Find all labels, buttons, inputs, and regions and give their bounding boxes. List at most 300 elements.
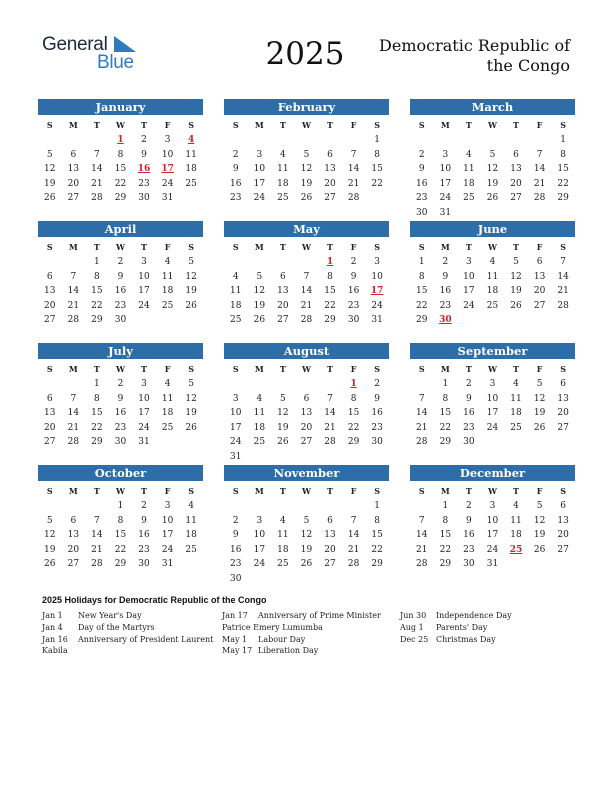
- weekday-header-row: [38, 117, 203, 133]
- week-row: [224, 528, 389, 543]
- day-cell: 3: [256, 515, 263, 526]
- day-cell: [132, 313, 156, 328]
- day-cell: [179, 435, 203, 450]
- weekday-label: T: [513, 120, 519, 130]
- day-cell: [528, 313, 552, 328]
- day-cell: [365, 191, 389, 206]
- day-cell: 18: [161, 286, 174, 297]
- day-cell: 6: [560, 501, 567, 511]
- week-row: [38, 406, 203, 421]
- weekday-label: T: [279, 242, 286, 252]
- week-row: [410, 177, 575, 192]
- day-cell: 10: [463, 271, 475, 282]
- day-cell: 3: [489, 501, 496, 511]
- day-cell: 26: [185, 300, 197, 311]
- day-cell: 26: [253, 315, 266, 326]
- day-cell: 7: [536, 149, 543, 160]
- day-cell: 17: [138, 286, 150, 297]
- day-cell: 16: [230, 178, 242, 189]
- weekday-label: F: [164, 364, 171, 374]
- weekday-label: T: [465, 364, 472, 374]
- week-row: [410, 206, 575, 221]
- weekday-label: M: [254, 120, 264, 130]
- holiday-list-item: [222, 645, 381, 657]
- day-cell: 25: [161, 300, 174, 311]
- day-cell: 6: [327, 149, 333, 160]
- day-cell: 15: [439, 530, 452, 541]
- holiday-name: Anniversary of President Laurent: [78, 634, 214, 644]
- day-cell: 10: [371, 271, 383, 282]
- holiday-date: Jan 17: [222, 611, 248, 620]
- day-cell: 25: [277, 559, 289, 570]
- week-row: [38, 177, 203, 192]
- weekday-label: M: [68, 242, 78, 252]
- day-cell: [224, 377, 248, 392]
- holiday-day-cell: 16: [137, 164, 151, 175]
- day-cell: 20: [324, 178, 336, 189]
- weekday-label: W: [301, 242, 311, 252]
- week-row: [410, 392, 575, 407]
- day-cell: 28: [347, 559, 360, 570]
- day-cell: 24: [161, 544, 174, 555]
- day-cell: 14: [533, 164, 546, 175]
- day-cell: 3: [374, 257, 381, 267]
- day-cell: 9: [466, 393, 472, 404]
- day-cell: [271, 133, 295, 148]
- weekday-label: S: [188, 486, 195, 496]
- weekday-label: T: [327, 242, 333, 252]
- day-cell: 22: [557, 178, 569, 189]
- day-cell: [295, 450, 319, 465]
- weekday-label: S: [418, 364, 425, 374]
- day-cell: 25: [486, 300, 499, 311]
- month-november: [224, 465, 389, 587]
- day-cell: 20: [510, 178, 522, 189]
- day-cell: 23: [416, 193, 428, 204]
- month-august: [224, 343, 389, 465]
- day-cell: 9: [117, 393, 124, 404]
- day-cell: 31: [439, 207, 452, 218]
- weekday-label: T: [141, 242, 147, 252]
- day-cell: 23: [439, 300, 452, 311]
- day-cell: 19: [185, 408, 197, 419]
- day-cell: 3: [442, 149, 449, 160]
- day-cell: 5: [280, 393, 286, 404]
- day-cell: [528, 133, 552, 148]
- day-cell: 17: [138, 408, 150, 419]
- month-february: [224, 99, 389, 206]
- week-row: [224, 284, 389, 299]
- day-cell: 12: [185, 271, 197, 282]
- day-cell: 28: [416, 559, 428, 570]
- day-cell: 7: [350, 149, 357, 160]
- day-cell: 4: [164, 379, 171, 389]
- holiday-list-item: [222, 622, 381, 634]
- day-cell: 14: [416, 530, 428, 541]
- weekday-label: F: [536, 364, 543, 374]
- week-row: [38, 528, 203, 543]
- month-may: [224, 221, 389, 328]
- day-cell: 15: [371, 164, 383, 175]
- day-cell: 27: [300, 437, 313, 448]
- day-cell: 4: [513, 501, 519, 511]
- day-cell: 27: [557, 422, 569, 433]
- day-cell: 29: [114, 193, 127, 204]
- week-row: [224, 177, 389, 192]
- day-cell: 10: [138, 393, 150, 404]
- week-row: [38, 133, 203, 148]
- day-cell: 24: [138, 300, 150, 311]
- day-cell: 11: [486, 271, 499, 282]
- day-cell: 3: [232, 393, 239, 404]
- day-cell: 5: [303, 515, 310, 526]
- weekday-label: S: [188, 242, 195, 252]
- week-row: [410, 421, 575, 436]
- weekday-label: T: [513, 364, 519, 374]
- holiday-list-item: [42, 645, 213, 657]
- day-cell: 9: [418, 164, 425, 175]
- day-cell: [481, 435, 505, 450]
- day-cell: 26: [510, 300, 522, 311]
- weekday-label: M: [68, 120, 78, 130]
- day-cell: 13: [44, 286, 56, 297]
- week-row: [224, 499, 389, 514]
- day-cell: 8: [374, 149, 381, 160]
- week-row: [224, 313, 389, 328]
- holiday-list-item: [42, 622, 213, 634]
- weekday-label: M: [254, 486, 264, 496]
- day-cell: 18: [510, 408, 522, 419]
- weekday-label: W: [487, 120, 497, 130]
- day-cell: 6: [70, 149, 77, 160]
- day-cell: 11: [185, 149, 197, 160]
- day-cell: 8: [418, 271, 425, 282]
- day-cell: [504, 435, 528, 450]
- page-title-year: 2025: [265, 36, 345, 72]
- day-cell: 30: [347, 315, 360, 326]
- day-cell: 17: [486, 408, 499, 419]
- holiday-name: Liberation Day: [258, 646, 319, 656]
- day-cell: [62, 499, 86, 514]
- day-cell: [481, 206, 505, 221]
- weekday-header-row: [38, 239, 203, 255]
- day-cell: 10: [138, 271, 150, 282]
- day-cell: 4: [164, 257, 171, 267]
- day-cell: [38, 499, 62, 514]
- weekday-label: F: [164, 242, 171, 252]
- weekday-label: S: [232, 120, 239, 130]
- day-cell: 16: [114, 286, 127, 297]
- day-cell: 24: [486, 544, 499, 555]
- day-cell: 23: [230, 193, 242, 204]
- day-cell: 25: [230, 315, 242, 326]
- weekday-label: M: [254, 364, 264, 374]
- day-cell: [318, 450, 342, 465]
- weekday-header-row: [224, 483, 389, 499]
- day-cell: 4: [513, 379, 519, 389]
- weekday-label: F: [536, 242, 543, 252]
- day-cell: 23: [230, 559, 242, 570]
- day-cell: [224, 255, 248, 270]
- day-cell: 28: [533, 193, 546, 204]
- holiday-name: Day of the Martyrs: [78, 622, 155, 632]
- week-row: [224, 514, 389, 529]
- day-cell: 2: [141, 501, 147, 511]
- week-row: [410, 284, 575, 299]
- day-cell: 29: [557, 193, 569, 204]
- day-cell: 19: [300, 544, 313, 555]
- month-header: October: [38, 465, 203, 481]
- holiday-list-item: [42, 610, 213, 622]
- week-row: [38, 499, 203, 514]
- day-cell: 13: [324, 530, 336, 541]
- day-cell: 2: [442, 257, 449, 267]
- weekday-header-row: [410, 361, 575, 377]
- day-cell: 21: [557, 286, 569, 297]
- week-row: [38, 162, 203, 177]
- day-cell: 12: [533, 515, 546, 526]
- day-cell: 17: [439, 178, 452, 189]
- day-cell: [295, 377, 319, 392]
- day-cell: 6: [560, 379, 567, 389]
- day-cell: 2: [117, 379, 124, 389]
- day-cell: [528, 435, 552, 450]
- weekday-label: S: [374, 120, 381, 130]
- day-cell: 28: [67, 315, 80, 326]
- day-cell: 9: [442, 271, 449, 282]
- day-cell: [318, 133, 342, 148]
- weekday-label: S: [46, 242, 53, 252]
- day-cell: [481, 313, 505, 328]
- week-row: [410, 557, 575, 572]
- day-cell: 19: [533, 408, 546, 419]
- day-cell: 24: [230, 437, 242, 448]
- day-cell: 22: [324, 300, 336, 311]
- week-row: [410, 148, 575, 163]
- day-cell: 18: [277, 178, 289, 189]
- day-cell: 13: [44, 408, 56, 419]
- weekday-header-row: [224, 117, 389, 133]
- day-cell: [457, 133, 481, 148]
- day-cell: 13: [67, 164, 80, 175]
- day-cell: [295, 255, 319, 270]
- day-cell: 5: [536, 379, 543, 389]
- day-cell: [318, 499, 342, 514]
- weekday-label: T: [279, 364, 286, 374]
- weekday-label: T: [513, 486, 519, 496]
- day-cell: 15: [91, 286, 103, 297]
- day-cell: 31: [371, 315, 383, 326]
- day-cell: 6: [46, 393, 53, 404]
- day-cell: 2: [350, 257, 357, 267]
- day-cell: [62, 255, 86, 270]
- holiday-list-item: [42, 634, 213, 646]
- day-cell: 22: [91, 422, 103, 433]
- day-cell: 14: [91, 530, 103, 541]
- day-cell: [295, 133, 319, 148]
- day-cell: [551, 557, 575, 572]
- day-cell: 4: [256, 393, 263, 404]
- week-row: [224, 435, 389, 450]
- week-row: [224, 270, 389, 285]
- day-cell: 18: [510, 530, 522, 541]
- day-cell: 29: [324, 315, 336, 326]
- day-cell: 5: [46, 515, 53, 526]
- weekday-label: T: [93, 486, 100, 496]
- week-row: [410, 377, 575, 392]
- day-cell: 14: [67, 408, 80, 419]
- holiday-day-cell: 1: [117, 135, 124, 145]
- day-cell: 20: [557, 530, 569, 541]
- weekday-label: T: [279, 486, 286, 496]
- day-cell: 10: [486, 515, 499, 526]
- holiday-day-cell: 4: [188, 135, 195, 145]
- month-october: [38, 465, 203, 572]
- day-cell: 6: [327, 515, 333, 526]
- brand-logo: [42, 34, 142, 74]
- day-cell: [85, 133, 109, 148]
- week-row: [410, 528, 575, 543]
- day-cell: 3: [489, 379, 496, 389]
- holiday-date: Jun 30: [400, 611, 427, 620]
- day-cell: 20: [44, 422, 56, 433]
- day-cell: 15: [347, 408, 360, 419]
- holiday-name: Anniversary of Prime Minister: [258, 611, 381, 620]
- day-cell: 6: [46, 271, 53, 282]
- month-header: June: [410, 221, 575, 237]
- day-cell: [248, 133, 272, 148]
- week-row: [410, 313, 575, 328]
- day-cell: [410, 377, 434, 392]
- day-cell: [342, 133, 366, 148]
- day-cell: 13: [67, 530, 80, 541]
- day-cell: 16: [463, 408, 475, 419]
- day-cell: 14: [347, 530, 360, 541]
- day-cell: [248, 499, 272, 514]
- day-cell: 1: [94, 257, 100, 267]
- day-cell: 16: [114, 408, 127, 419]
- week-row: [38, 299, 203, 314]
- day-cell: 23: [138, 178, 150, 189]
- week-row: [410, 191, 575, 206]
- day-cell: 24: [253, 193, 266, 204]
- day-cell: [295, 572, 319, 587]
- day-cell: 16: [463, 530, 475, 541]
- week-row: [410, 435, 575, 450]
- day-cell: [365, 572, 389, 587]
- day-cell: 27: [277, 315, 289, 326]
- day-cell: 21: [416, 544, 428, 555]
- day-cell: 27: [510, 193, 522, 204]
- weekday-label: S: [418, 242, 425, 252]
- day-cell: 11: [161, 393, 174, 404]
- holiday-name: Independence Day: [436, 611, 512, 620]
- holiday-date: Jan 1: [42, 611, 63, 620]
- day-cell: 15: [371, 530, 383, 541]
- brand-word-general: General: [42, 34, 108, 55]
- day-cell: 30: [138, 559, 150, 570]
- week-row: [38, 543, 203, 558]
- day-cell: 12: [185, 393, 197, 404]
- day-cell: [224, 499, 248, 514]
- weekday-label: T: [93, 364, 100, 374]
- day-cell: 26: [44, 559, 56, 570]
- month-april: [38, 221, 203, 328]
- day-cell: [85, 499, 109, 514]
- day-cell: [504, 557, 528, 572]
- day-cell: 3: [466, 257, 472, 267]
- day-cell: [457, 313, 481, 328]
- day-cell: 5: [513, 257, 519, 267]
- day-cell: 29: [416, 315, 428, 326]
- day-cell: 15: [557, 164, 569, 175]
- day-cell: 1: [117, 501, 124, 511]
- week-row: [38, 514, 203, 529]
- week-row: [38, 377, 203, 392]
- day-cell: 30: [230, 573, 242, 584]
- day-cell: 15: [114, 164, 127, 175]
- day-cell: 22: [91, 300, 103, 311]
- day-cell: 13: [533, 271, 546, 282]
- day-cell: 14: [557, 271, 569, 282]
- day-cell: [342, 499, 366, 514]
- day-cell: 20: [300, 422, 313, 433]
- week-row: [224, 543, 389, 558]
- weekday-label: S: [46, 486, 53, 496]
- weekday-label: T: [279, 120, 286, 130]
- day-cell: 25: [253, 437, 266, 448]
- day-cell: 12: [277, 408, 289, 419]
- month-september: [410, 343, 575, 450]
- day-cell: 18: [486, 286, 499, 297]
- day-cell: 6: [536, 257, 543, 267]
- day-cell: 26: [277, 437, 289, 448]
- day-cell: 11: [463, 164, 475, 175]
- weekday-label: F: [350, 120, 357, 130]
- day-cell: [342, 572, 366, 587]
- weekday-label: W: [487, 364, 497, 374]
- day-cell: 4: [188, 501, 195, 511]
- weekday-label: T: [327, 364, 333, 374]
- day-cell: 7: [303, 271, 310, 282]
- day-cell: 10: [486, 393, 499, 404]
- holiday-list-item: [222, 634, 381, 646]
- country-name: Democratic Republic of the Congo: [379, 36, 570, 75]
- weekday-label: S: [232, 242, 239, 252]
- day-cell: 3: [256, 149, 263, 160]
- day-cell: 29: [114, 559, 127, 570]
- day-cell: 24: [486, 422, 499, 433]
- day-cell: 3: [164, 135, 171, 145]
- month-header: August: [224, 343, 389, 359]
- day-cell: 11: [230, 286, 242, 297]
- day-cell: 5: [188, 257, 195, 267]
- month-header: September: [410, 343, 575, 359]
- week-row: [410, 270, 575, 285]
- weekday-label: T: [327, 120, 333, 130]
- week-row: [224, 377, 389, 392]
- weekday-label: F: [536, 486, 543, 496]
- week-row: [224, 421, 389, 436]
- day-cell: 9: [232, 164, 239, 175]
- day-cell: [248, 255, 272, 270]
- day-cell: 24: [161, 178, 174, 189]
- day-cell: [62, 133, 86, 148]
- week-row: [38, 255, 203, 270]
- week-row: [410, 406, 575, 421]
- day-cell: 6: [513, 149, 519, 160]
- month-june: [410, 221, 575, 328]
